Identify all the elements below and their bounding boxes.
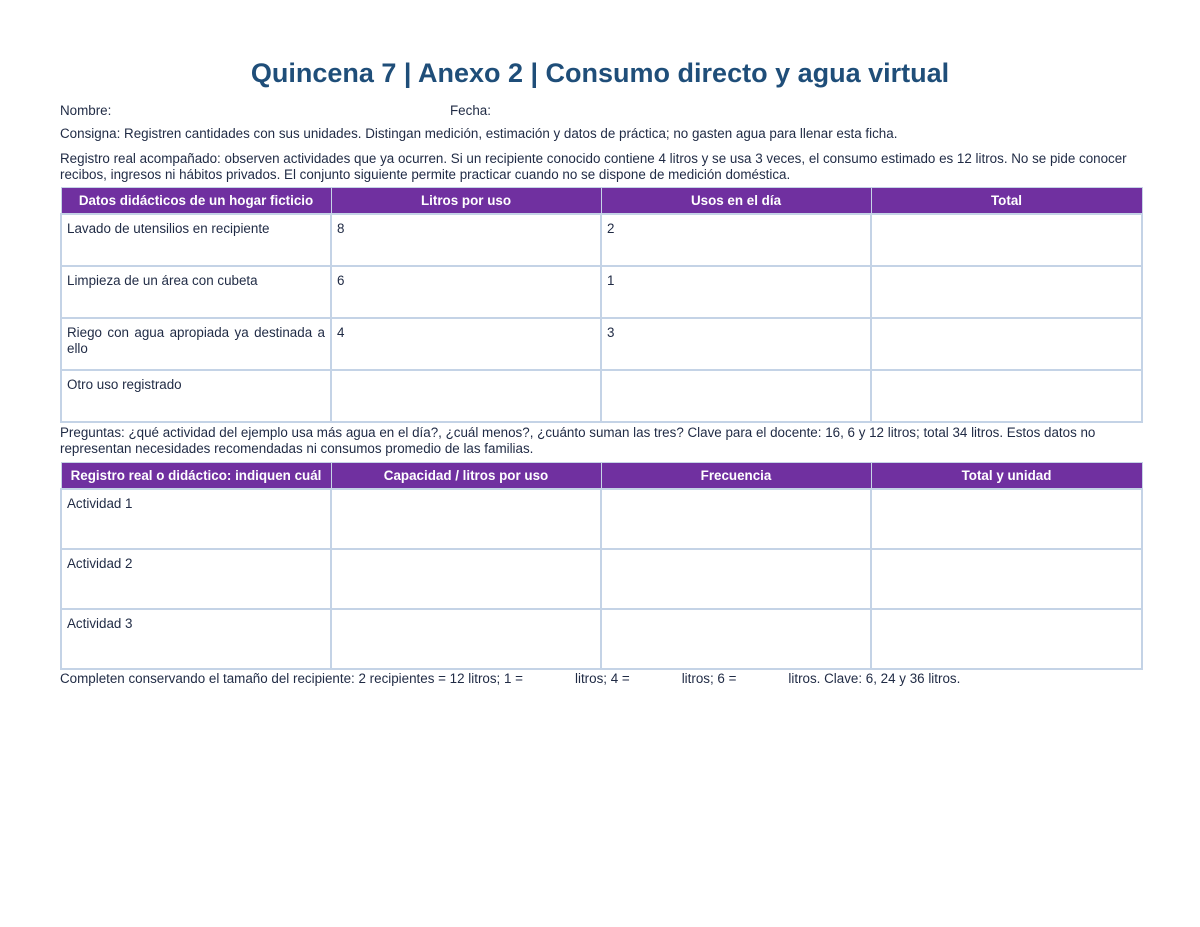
liters-cell[interactable]: 6	[331, 266, 601, 318]
completion-exercise	[60, 671, 1140, 687]
uses-cell[interactable]: 2	[601, 214, 871, 266]
column-header-activity: Datos didácticos de un hogar ficticio	[61, 188, 331, 215]
registro-text-line-1: Registro real acompañado: observen actividades que ya ocurren. Si un recipiente conocido contiene 4 litros y se usa 3 veces, el consumo estimado es 12 litros. No se pide conocer	[60, 151, 1127, 166]
activity-cell: Actividad 1	[61, 489, 331, 549]
column-header-uses: Usos en el día	[601, 188, 871, 215]
completion-text-part-4: litros. Clave: 6, 24 y 36 litros.	[788, 671, 961, 686]
activity-cell: Otro uso registrado	[61, 370, 331, 422]
total-cell[interactable]	[871, 318, 1142, 370]
total-unit-cell[interactable]	[871, 489, 1142, 549]
liters-cell[interactable]: 4	[331, 318, 601, 370]
total-cell[interactable]	[871, 214, 1142, 266]
uses-cell[interactable]: 1	[601, 266, 871, 318]
liters-cell[interactable]	[331, 370, 601, 422]
liters-cell[interactable]: 8	[331, 214, 601, 266]
activity-record-table	[60, 462, 1143, 670]
table-header-row	[61, 188, 1142, 215]
column-header-liters: Litros por uso	[331, 188, 601, 215]
column-header-capacity: Capacidad / litros por uso	[331, 463, 601, 490]
questions-text-line-1: Preguntas: ¿qué actividad del ejemplo usa más agua en el día?, ¿cuál menos?, ¿cuánto suman las tres? Clave para el docente: 16, 6 y 12 litros; total 34 litros. Estos datos no	[60, 425, 1096, 440]
total-cell[interactable]	[871, 266, 1142, 318]
table-row	[61, 318, 1142, 370]
registro-text-line-2: recibos, ingresos ni hábitos privados. El conjunto siguiente permite practicar cuando no se dispone de medición doméstica.	[60, 167, 791, 182]
table-row	[61, 489, 1142, 549]
activity-cell: Actividad 3	[61, 609, 331, 669]
activity-cell: Lavado de utensilios en recipiente	[61, 214, 331, 266]
questions-text-line-2: representan necesidades recomendadas ni consumos promedio de las familias.	[60, 441, 534, 456]
capacity-cell[interactable]	[331, 549, 601, 609]
date-label: Fecha:	[450, 103, 491, 118]
name-label: Nombre:	[60, 103, 112, 118]
total-unit-cell[interactable]	[871, 549, 1142, 609]
frequency-cell[interactable]	[601, 549, 871, 609]
table-row	[61, 549, 1142, 609]
column-header-record-type: Registro real o didáctico: indiquen cuál	[61, 463, 331, 490]
table-row	[61, 266, 1142, 318]
table-row	[61, 609, 1142, 669]
capacity-cell[interactable]	[331, 609, 601, 669]
page-title: Quincena 7 | Anexo 2 | Consumo directo y agua virtual	[250, 58, 950, 88]
activity-cell: Limpieza de un área con cubeta	[61, 266, 331, 318]
total-cell[interactable]	[871, 370, 1142, 422]
frequency-cell[interactable]	[601, 489, 871, 549]
capacity-cell[interactable]	[331, 489, 601, 549]
completion-text-part-3: litros; 6 =	[681, 671, 737, 686]
activity-cell: Actividad 2	[61, 549, 331, 609]
instruction-text: Consigna: Registren cantidades con sus unidades. Distingan medición, estimación y datos de práctica; no gasten agua para llenar esta ficha.	[60, 126, 898, 141]
household-data-table	[60, 187, 1143, 423]
completion-text-part-1: Completen conservando el tamaño del recipiente: 2 recipientes = 12 litros; 1 =	[60, 671, 523, 686]
completion-text-part-2: litros; 4 =	[575, 671, 630, 686]
activity-cell: Riego con agua apropiada ya destinada a ello	[61, 318, 331, 370]
table-header-row	[61, 463, 1142, 490]
total-unit-cell[interactable]	[871, 609, 1142, 669]
column-header-total: Total	[871, 188, 1142, 215]
table-row	[61, 370, 1142, 422]
uses-cell[interactable]: 3	[601, 318, 871, 370]
uses-cell[interactable]	[601, 370, 871, 422]
frequency-cell[interactable]	[601, 609, 871, 669]
column-header-frequency: Frecuencia	[601, 463, 871, 490]
column-header-total-unit: Total y unidad	[871, 463, 1142, 490]
table-row	[61, 214, 1142, 266]
